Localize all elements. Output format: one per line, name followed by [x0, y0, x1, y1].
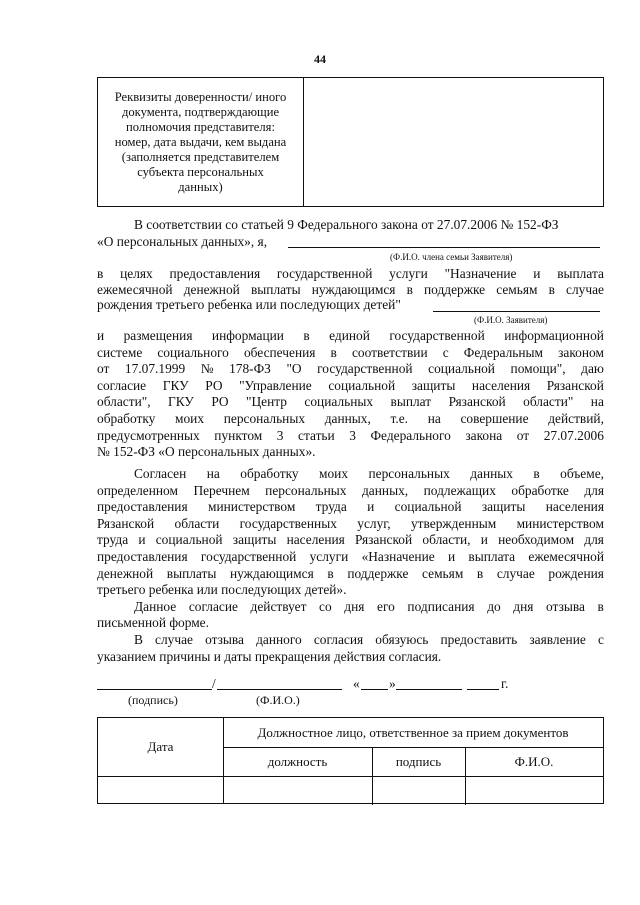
word: пунктом — [214, 427, 263, 443]
word: обработку — [240, 466, 299, 481]
word: в — [597, 599, 604, 614]
validity-line-1 — [134, 599, 604, 615]
word: для — [584, 482, 604, 498]
word: области, — [422, 532, 471, 548]
word: министерством — [516, 515, 604, 531]
word: рождения — [548, 565, 604, 581]
word: подлежащих — [423, 482, 496, 498]
word: денежной — [97, 565, 154, 581]
word: ГКУ — [168, 394, 194, 410]
label-line: номер, дата выдачи, кем выдана — [114, 134, 287, 149]
word: выплата — [468, 549, 516, 564]
word: в — [330, 344, 337, 360]
applicant-name-field[interactable] — [433, 311, 600, 312]
word: определенном — [97, 482, 178, 498]
justified-line — [97, 328, 604, 344]
consent-line-2: «О персональных данных», я, — [97, 234, 268, 249]
justified-line — [97, 566, 604, 582]
word: в — [327, 565, 334, 581]
representative-details-label — [98, 78, 304, 206]
word: размещения — [123, 328, 193, 343]
word: с — [442, 344, 449, 360]
word: от — [516, 427, 530, 443]
word: труда — [97, 532, 129, 548]
word: нуждающимся — [230, 565, 314, 581]
justified-line — [97, 378, 604, 394]
representative-details-table — [97, 77, 604, 207]
word: денежной — [183, 282, 240, 297]
word: и — [367, 499, 375, 515]
word: выплаты — [250, 282, 301, 297]
word: совершение — [460, 411, 529, 426]
word: предоставления — [97, 549, 188, 564]
word: информационной — [504, 328, 604, 343]
justified-line — [97, 394, 604, 410]
word: персональных — [368, 466, 450, 481]
word: государственной — [317, 361, 413, 377]
word: данных, — [361, 482, 409, 498]
word: 3 — [349, 427, 356, 443]
word: данных, — [324, 411, 371, 426]
word: на — [590, 394, 604, 410]
word: обработку — [97, 411, 156, 426]
word: и — [447, 549, 456, 564]
word: социальной — [155, 532, 223, 548]
date-month-field[interactable] — [396, 689, 462, 690]
word: предоставления — [169, 266, 261, 281]
word: данных — [470, 466, 513, 481]
word: выплаты — [166, 565, 217, 581]
word: моих — [319, 466, 349, 481]
word: социального — [157, 344, 229, 360]
document-acceptance-table — [97, 717, 604, 804]
word: населения — [471, 377, 531, 393]
word: Федерального — [370, 427, 451, 443]
revocation-line-1 — [134, 632, 604, 648]
label-line: (заполняется представителем — [121, 149, 280, 164]
word: от — [97, 361, 110, 377]
word: в — [406, 282, 413, 297]
justified-line — [97, 361, 604, 377]
date-year-field[interactable] — [467, 689, 499, 690]
word: 178-ФЗ — [229, 361, 271, 377]
word: услуг, — [357, 515, 391, 531]
agreement-last-line: третьего ребенка или последующих детей». — [97, 582, 347, 597]
word: услуги — [389, 266, 428, 281]
consent-line-3 — [97, 266, 604, 282]
justified-line — [97, 532, 604, 548]
word: обработке — [511, 482, 569, 498]
position-input-cell[interactable] — [223, 776, 372, 805]
word: т.е. — [390, 411, 409, 426]
word: моих — [175, 411, 205, 426]
word: и — [97, 328, 105, 343]
word: согласия — [313, 632, 364, 647]
word: социальной — [328, 377, 396, 393]
justified-line — [97, 549, 604, 565]
word: с — [597, 632, 604, 647]
word: обеспечения — [243, 344, 316, 360]
word: государственной — [389, 328, 485, 343]
word: со — [319, 599, 332, 614]
word: 27.07.2006 — [543, 427, 604, 443]
consent-line-1: В соответствии со статьей 9 Федерального закона от 27.07.2006 № 152-ФЗ — [134, 217, 559, 232]
word: предусмотренных — [97, 427, 200, 443]
word: В — [134, 632, 143, 647]
fio-caption: (Ф.И.О.) — [256, 693, 300, 707]
word: и — [480, 532, 488, 548]
word: статьи — [298, 427, 335, 443]
date-quote-close: » — [389, 676, 396, 691]
word: необходимом — [498, 532, 575, 548]
consent-line-4 — [97, 282, 604, 298]
word: случае — [566, 282, 604, 297]
revocation-line-2: указанием причины и даты прекращения действия согласия. — [97, 649, 442, 664]
word: поддержке — [347, 565, 409, 581]
date-input-cell[interactable] — [98, 776, 223, 805]
word: в — [97, 266, 104, 281]
label-line: Реквизиты доверенности/ иного — [114, 89, 287, 104]
word: области — [174, 515, 220, 531]
word: защиты — [481, 499, 526, 515]
word: дня — [344, 599, 365, 614]
official-header: Должностное лицо, ответственное за прием документов — [257, 724, 569, 740]
word: области", — [97, 394, 151, 410]
word: даю — [581, 361, 604, 377]
word: помощи", — [510, 361, 566, 377]
word: Рязанской — [546, 377, 604, 393]
word: отзыва — [205, 632, 244, 647]
word: на — [427, 411, 441, 426]
word: в — [476, 565, 484, 581]
year-suffix: г. — [501, 676, 509, 691]
word: согласие — [97, 377, 147, 393]
word: населения — [545, 499, 604, 515]
word: предоставить — [440, 632, 518, 647]
representative-details-value-field[interactable] — [304, 78, 603, 206]
word: законом — [558, 344, 604, 360]
word: соответствии — [351, 344, 428, 360]
word: действует — [250, 599, 307, 614]
word: защиты — [232, 532, 277, 548]
word: РО — [211, 394, 229, 410]
word: Перечнем — [193, 482, 250, 498]
word: на — [206, 466, 220, 481]
justified-line — [97, 411, 604, 427]
word: согласие — [188, 599, 238, 614]
signature-slash: / — [212, 676, 216, 691]
justified-line — [97, 483, 604, 499]
word: РО — [205, 377, 223, 393]
member-name-hint: (Ф.И.О. члена семьи Заявителя) — [390, 252, 513, 262]
label-line: полномочия представителя: — [126, 119, 275, 134]
word: 17.07.1999 — [124, 361, 186, 377]
justified-line — [97, 428, 604, 444]
word: семьям — [422, 565, 464, 581]
word: данного — [256, 632, 302, 647]
word: случае — [155, 632, 193, 647]
word: и — [138, 532, 146, 548]
word: семьям — [496, 282, 538, 297]
date-header: Дата — [147, 739, 174, 754]
justified-line — [134, 466, 604, 482]
word: государственной — [200, 549, 297, 564]
word: единой — [329, 328, 370, 343]
word: нуждающимся — [311, 282, 396, 297]
word: персональных — [223, 411, 306, 426]
applicant-name-hint: (Ф.И.О. Заявителя) — [474, 315, 548, 325]
word: населения — [286, 532, 345, 548]
word: заявление — [529, 632, 586, 647]
word: социальных — [304, 394, 374, 410]
word: объеме, — [560, 466, 604, 481]
word: "Назначение — [444, 266, 517, 281]
word: защиты — [411, 377, 456, 393]
word: Рязанской — [355, 532, 413, 548]
word: труда — [315, 499, 347, 515]
word: ежемесячной — [528, 549, 604, 564]
justified-line — [97, 516, 604, 532]
word: информации — [211, 328, 284, 343]
fio-input-cell[interactable] — [465, 776, 603, 805]
word: действий, — [548, 411, 604, 426]
word: в — [548, 282, 555, 297]
word: в — [533, 466, 540, 481]
member-name-field[interactable] — [288, 247, 600, 248]
word: целях — [120, 266, 153, 281]
word: в — [303, 328, 310, 343]
word: для — [584, 532, 604, 548]
label-line: документа, подтверждающие — [121, 104, 280, 119]
word: 3 — [276, 427, 284, 443]
word: социальной — [428, 361, 495, 377]
justified-line — [97, 345, 604, 361]
fio-column-header: Ф.И.О. — [514, 753, 554, 769]
word: отзыва — [546, 599, 585, 614]
word: выплата — [557, 266, 604, 281]
word: его — [377, 599, 395, 614]
word: выплат — [390, 394, 432, 410]
consent-paragraph-2-last: № 152-ФЗ «О персональных данных». — [97, 444, 316, 459]
date-quote-open: « — [353, 676, 360, 691]
consent-line-5: рождения третьего ребенка или последующих детей" — [97, 297, 401, 312]
word: Рязанской — [97, 515, 155, 531]
label-line: субъекта персональных — [137, 164, 264, 179]
word: № — [200, 361, 214, 377]
word: Согласен — [134, 466, 187, 481]
word: системе — [97, 344, 143, 360]
word: закона — [465, 427, 503, 443]
word: государственных — [239, 515, 337, 531]
word: государственной — [276, 266, 373, 281]
word: Рязанской — [448, 394, 506, 410]
signature-input-cell[interactable] — [372, 776, 465, 805]
word: до — [487, 599, 501, 614]
word: Федеральным — [463, 344, 544, 360]
signature-caption: (подпись) — [128, 693, 178, 707]
signature-field[interactable] — [97, 689, 212, 690]
label-line: данных) — [178, 179, 223, 194]
word: предоставления — [97, 499, 188, 515]
word: и — [533, 266, 541, 281]
word: "Управление — [239, 377, 312, 393]
word: "Центр — [246, 394, 287, 410]
signature-column-header: подпись — [395, 753, 442, 769]
word: "О — [286, 361, 302, 377]
page-number: 44 — [314, 52, 326, 66]
word: ГКУ — [162, 377, 189, 393]
word: услуги — [309, 549, 349, 564]
word: подписания — [407, 599, 475, 614]
word: персональных — [265, 482, 347, 498]
position-column-header: должность — [267, 753, 328, 769]
validity-line-2: письменной форме. — [97, 615, 209, 630]
justified-line — [97, 499, 604, 515]
word: области" — [523, 394, 574, 410]
word: Данное — [134, 599, 177, 614]
word: случае — [496, 565, 535, 581]
word: обязуюсь — [375, 632, 429, 647]
word: социальной — [394, 499, 462, 515]
word: поддержке — [424, 282, 486, 297]
word: «Назначение — [361, 549, 435, 564]
word: дня — [513, 599, 534, 614]
date-day-field[interactable] — [361, 689, 388, 690]
word: ежемесячной — [97, 282, 173, 297]
word: министерством — [207, 499, 296, 515]
word: утвержденным — [410, 515, 497, 531]
signer-name-field[interactable] — [217, 689, 342, 690]
